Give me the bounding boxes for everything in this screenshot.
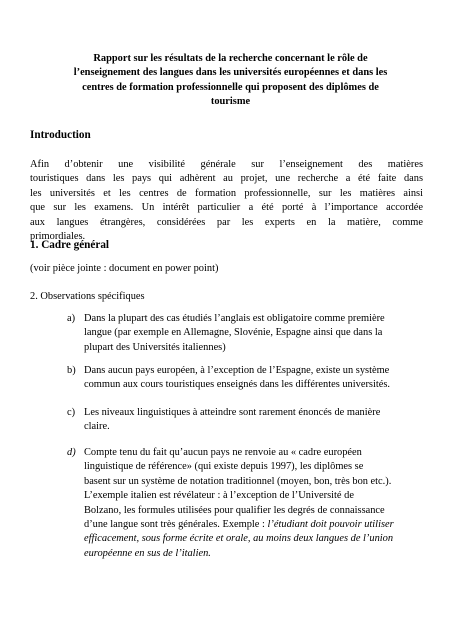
quoted-example: l’étudiant doit pouvoir utiliser: [267, 519, 394, 531]
list-item-text: [84, 312, 423, 355]
list-marker: d): [67, 447, 76, 458]
introduction-paragraph: [30, 158, 423, 244]
section-2-heading: 2. Observations spécifiques: [30, 291, 145, 302]
item-line: basent sur un système de notation traditionnel (moyen, bon, très bon etc.).: [84, 475, 392, 487]
paragraph-line: aux langues étrangères, considérées par les experts en la matière, comme: [30, 216, 423, 228]
list-marker: b): [67, 365, 76, 376]
item-line: plupart des Universités italiennes): [84, 341, 226, 353]
item-line: Dans aucun pays européen, à l’exception de l’Espagne, existe un système: [84, 365, 390, 376]
paragraph-line: les universités et les centres de formation professionnelle, sur les matières ainsi: [30, 187, 423, 199]
paragraph-line: Afin d’obtenir une visibilité générale sur l’enseignement des matières: [30, 159, 423, 170]
introduction-heading: Introduction: [30, 129, 91, 141]
section-1-heading: 1. Cadre général: [30, 239, 110, 251]
paragraph-line: touristiques dans les pays qui adhèrent au projet, une recherche a été faite dans: [30, 173, 423, 185]
item-line: Les niveaux linguistiques à atteindre sont rarement énoncés de manière: [84, 407, 381, 418]
item-line: Compte tenu du fait qu’aucun pays ne renvoie au « cadre européen: [84, 447, 362, 458]
item-line: langue (par exemple en Allemagne, Slovénie, Espagne ainsi que dans la: [84, 327, 383, 339]
paragraph-line: primordiales.: [30, 231, 86, 243]
item-line: L’exemple italien est révélateur : à l’exception de l’Université de: [84, 490, 354, 502]
list-item-text: [84, 364, 423, 393]
title-line: tourisme: [210, 95, 251, 107]
list-item-text: [84, 406, 423, 435]
item-line: Bolzano, les formules utilisées pour qualifier les degrés de connaissance: [84, 504, 385, 516]
title-line: l’enseignement des langues dans les universités européennes et dans les: [73, 67, 388, 79]
item-line: claire.: [84, 421, 110, 433]
report-title: [54, 52, 407, 109]
item-line: Dans la plupart des cas étudiés l’anglais est obligatoire comme première: [84, 313, 385, 324]
quoted-example-line: efficacement, sous forme écrite et orale, au moins deux langues de l’union: [84, 533, 394, 545]
list-marker: c): [67, 407, 76, 418]
list-marker: a): [67, 313, 76, 324]
item-line: commun aux cours touristiques enseignés dans les différentes universités.: [84, 379, 390, 391]
list-item-text: [84, 446, 423, 561]
quoted-example-line: européenne en sus de l’italien.: [84, 547, 211, 559]
item-line: linguistique de référence» (qui existe depuis 1997), les diplômes se: [84, 461, 364, 473]
item-line: [84, 518, 423, 532]
title-line: centres de formation professionnelle qui proposent des diplômes de: [82, 81, 379, 93]
item-line-text: d’une langue sont très générales. Exemple :: [84, 519, 265, 531]
paragraph-line: que sur les examens. Un intérêt particulier a été porté à l’importance accordée: [30, 202, 423, 214]
section-1-note: (voir pièce jointe : document en power point): [30, 263, 219, 274]
title-line: Rapport sur les résultats de la recherche concernant le rôle de: [93, 53, 368, 64]
